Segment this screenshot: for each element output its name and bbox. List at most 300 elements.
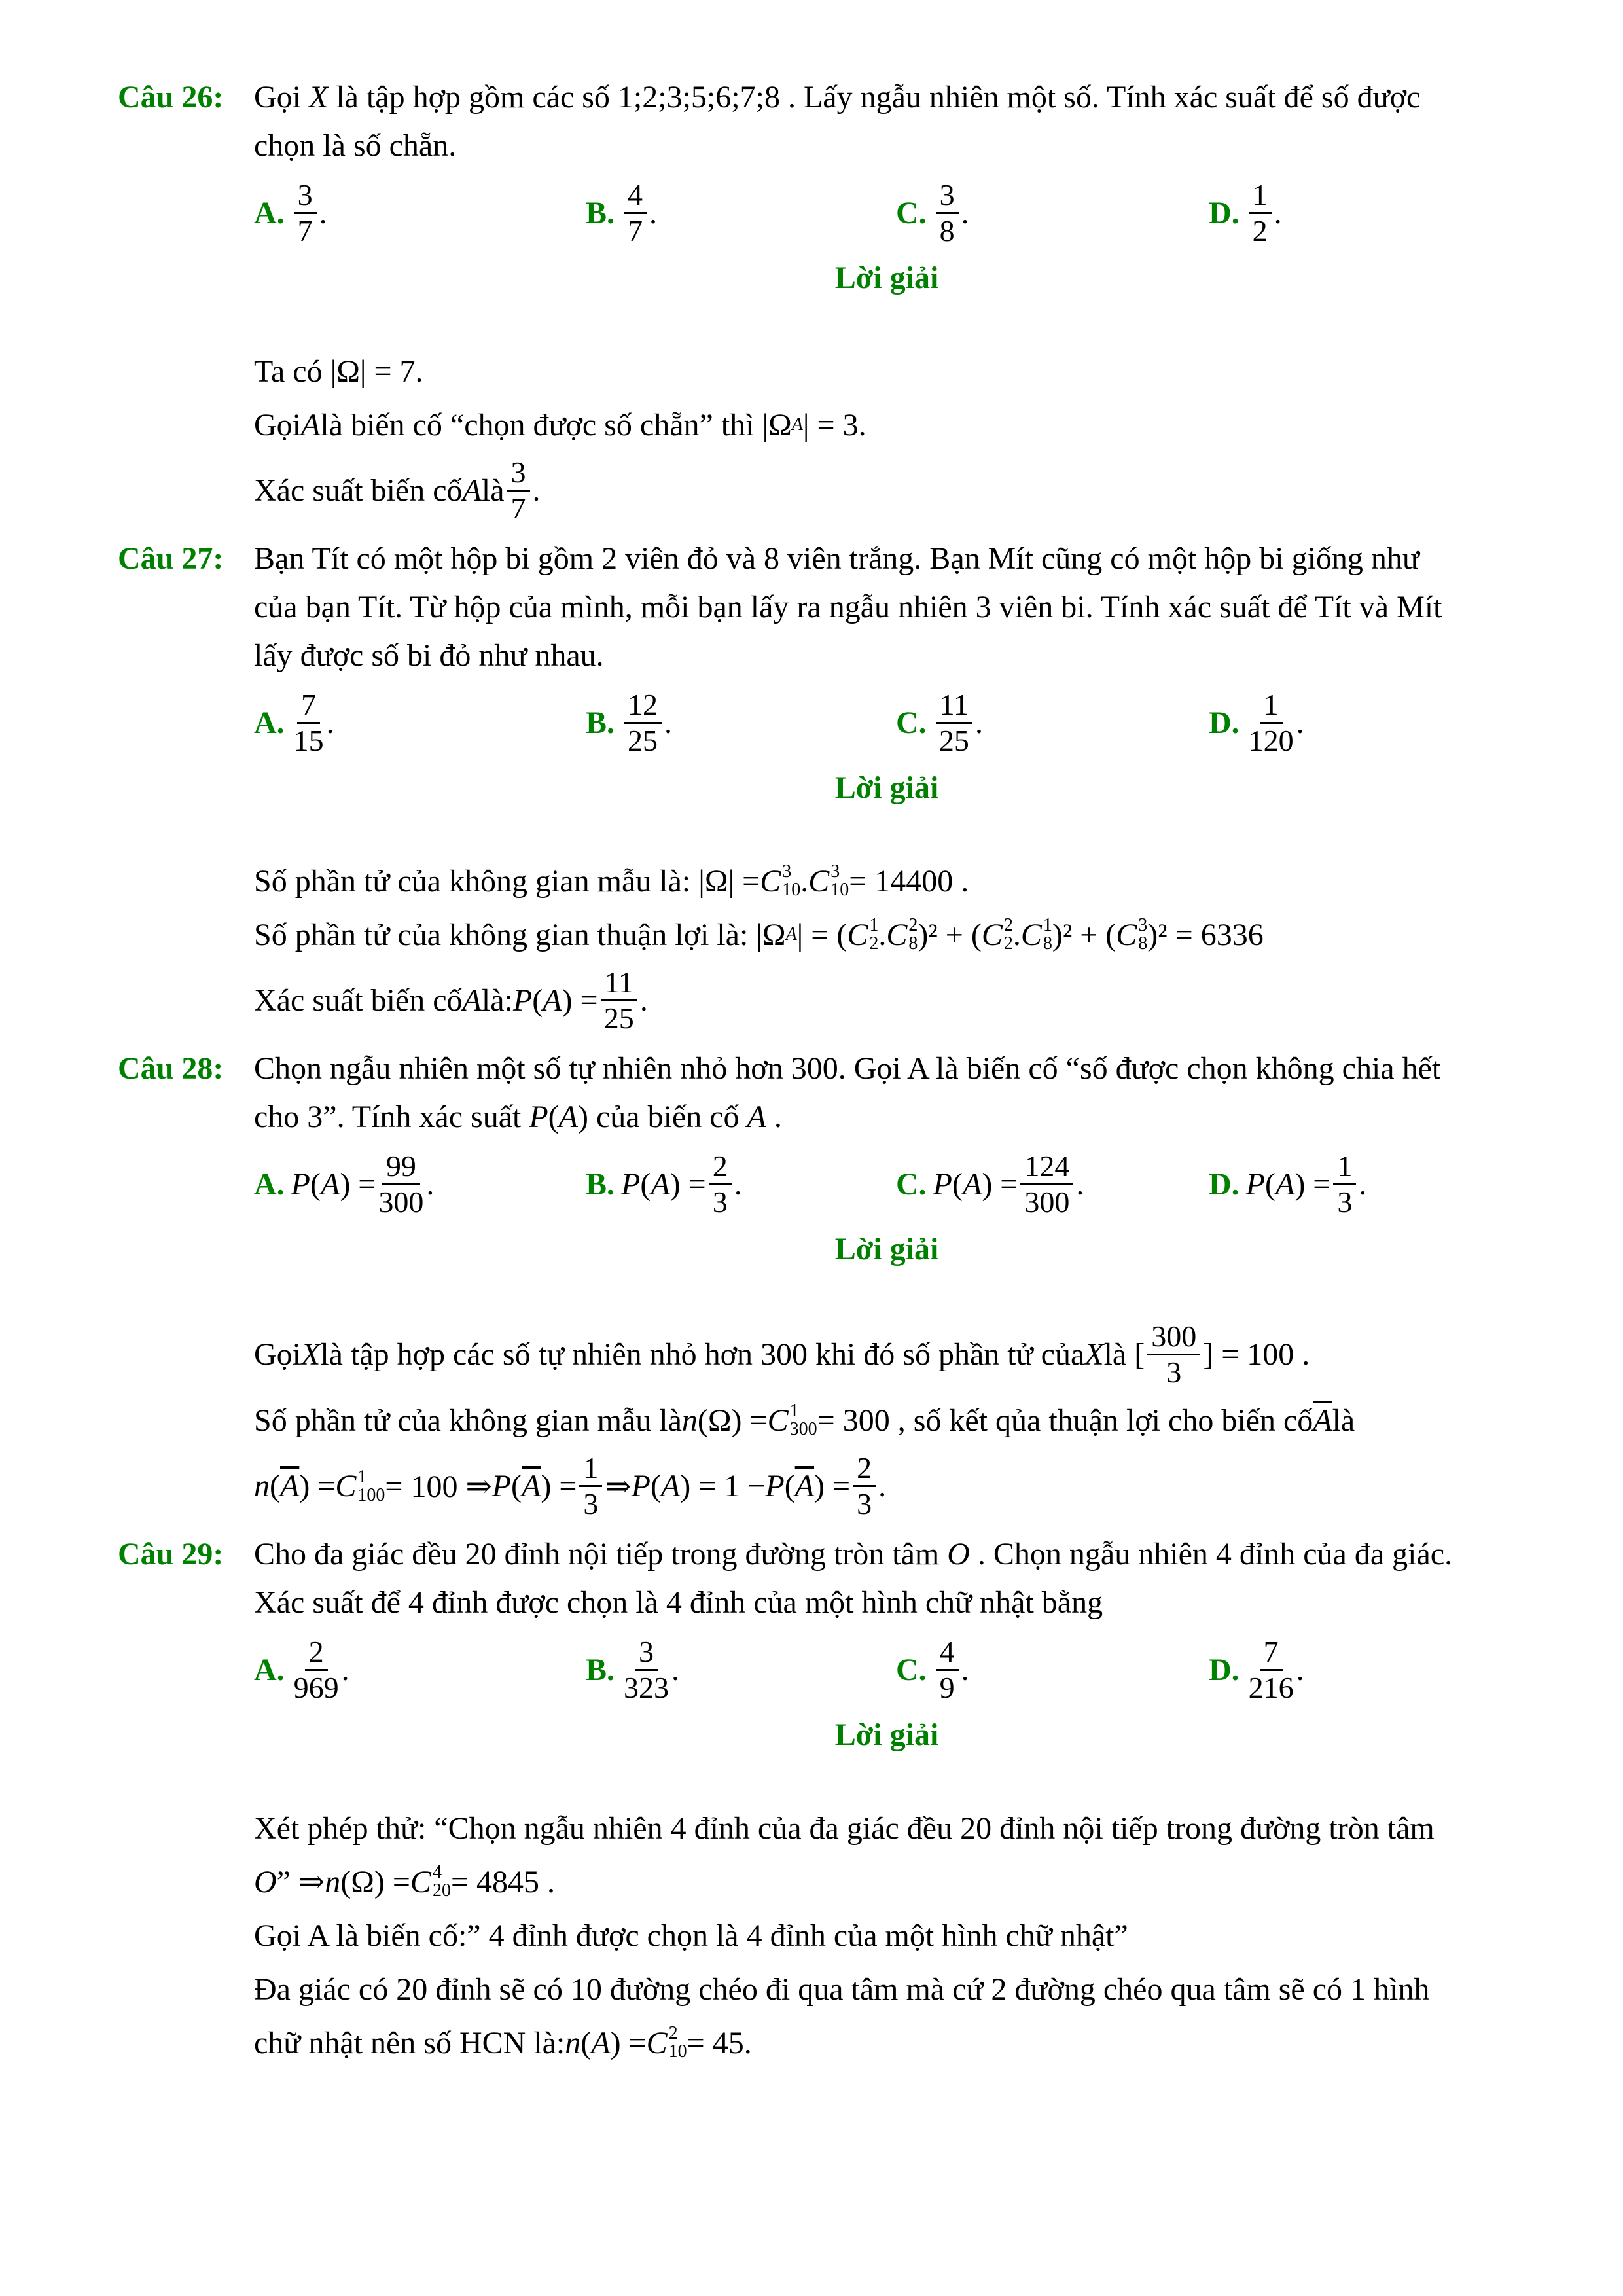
fraction-numerator: 7 <box>1260 1635 1283 1671</box>
answer-option[interactable] <box>254 688 334 758</box>
combination <box>760 863 800 899</box>
solution-line <box>254 1912 1518 1958</box>
math-complement: $\overline{A}$ <box>279 1469 300 1503</box>
combination-indices <box>790 1402 817 1439</box>
text-run: Xét phép thử: “Chọn ngẫu nhiên 4 đỉnh của đa giác đều 20 đỉnh nội tiếp trong đường tròn tâm <box>254 1810 1435 1846</box>
combination-indices <box>782 863 800 899</box>
option-expression <box>621 1149 742 1219</box>
option-letter: D. <box>1209 1652 1240 1687</box>
text-run: chọn là số chẵn. <box>254 128 457 163</box>
text-run: . <box>532 473 541 508</box>
option-letter: C. <box>896 1166 927 1202</box>
combination-indices <box>1138 916 1147 953</box>
combination-symbol: C <box>886 917 908 952</box>
question-text-line <box>254 632 1518 680</box>
math-variable: P <box>529 1100 548 1134</box>
fraction-numerator: 2 <box>709 1149 732 1185</box>
text-run: = 14400 . <box>849 863 969 899</box>
text-run: )² = 6336 <box>1147 917 1264 952</box>
solution-line <box>254 858 1518 904</box>
combination <box>1116 916 1147 953</box>
fraction <box>601 965 637 1035</box>
fraction <box>294 178 317 248</box>
option-expression <box>621 178 657 248</box>
combination-k: 2 <box>668 2023 678 2043</box>
text-run: = 45. <box>687 2025 752 2060</box>
text-run: . <box>319 195 327 230</box>
math-subscript: A <box>791 414 803 435</box>
combination-n: 8 <box>1043 933 1052 954</box>
text-run: ⇒ <box>605 1469 632 1504</box>
combination-n: 10 <box>830 880 849 900</box>
math-variable: P <box>491 1469 512 1503</box>
combination-indices <box>908 916 918 953</box>
math-variable: P <box>291 1166 310 1202</box>
math-complement: $\overline{A}$ <box>522 1469 541 1503</box>
fraction <box>378 1149 423 1219</box>
option-expression <box>621 1635 679 1705</box>
fraction <box>1020 1149 1073 1219</box>
fraction-denominator: 3 <box>1166 1355 1182 1389</box>
option-expression <box>621 688 672 758</box>
combination-n: 8 <box>908 933 918 954</box>
answer-option[interactable] <box>586 1149 742 1219</box>
combination-n: 2 <box>1003 933 1013 954</box>
fraction-numerator: 3 <box>936 178 959 214</box>
solution-heading: Lời giải <box>834 770 939 805</box>
text-run: ( <box>310 1166 321 1202</box>
fraction-denominator: 15 <box>293 723 324 757</box>
option-expression <box>1246 178 1282 248</box>
text-run: . <box>639 983 648 1018</box>
text-run: là <box>1332 1403 1355 1438</box>
combination-n: 20 <box>432 1880 451 1901</box>
combination <box>335 1468 385 1505</box>
question <box>0 73 1623 526</box>
combination-indices <box>869 916 878 953</box>
text-run: Xác suất biến cố <box>254 983 463 1018</box>
answer-option[interactable] <box>586 1635 679 1705</box>
answer-option[interactable] <box>254 178 327 248</box>
fraction-numerator: 4 <box>624 178 647 214</box>
text-run: là tập hợp các số tự nhiên nhỏ hơn 300 khi đó số phần tử của <box>320 1337 1085 1372</box>
solution-line <box>254 965 1518 1035</box>
option-letter: B. <box>586 1652 615 1687</box>
text-run: . <box>800 863 809 899</box>
text-run: Đa giác có 20 đỉnh sẽ có 10 đường chéo đi qua tâm mà cứ 2 đường chéo qua tâm sẽ có 1 hình <box>254 1971 1430 2007</box>
text-run: là [ <box>1103 1337 1145 1372</box>
text-run: ) = <box>669 1166 706 1202</box>
math-variable: P <box>512 983 533 1018</box>
fraction <box>507 456 530 526</box>
text-run: . <box>1359 1166 1367 1202</box>
combination-n: 10 <box>668 2041 687 2062</box>
fraction-denominator: 3 <box>857 1487 872 1520</box>
combination-symbol: C <box>410 1864 431 1899</box>
fraction <box>936 1635 959 1705</box>
fraction-denominator: 9 <box>939 1670 955 1704</box>
text-run: lấy được số bi đỏ như nhau. <box>254 638 604 673</box>
text-run: . <box>961 195 969 230</box>
text-run: ( <box>511 1469 522 1503</box>
answer-option[interactable] <box>896 1635 969 1705</box>
option-letter: D. <box>1209 195 1240 230</box>
math-variable: A <box>1275 1166 1295 1202</box>
solution-heading: Lời giải <box>834 1717 939 1752</box>
fraction-numerator: 12 <box>624 688 662 724</box>
combination-symbol: C <box>808 863 830 899</box>
answer-option[interactable] <box>1209 688 1304 758</box>
combination-symbol: C <box>981 917 1003 952</box>
text-run: . <box>878 917 887 952</box>
combination-k: 4 <box>432 1862 442 1882</box>
text-run: cho 3”. Tính xác suất <box>254 1100 529 1134</box>
math-variable: A <box>320 1166 340 1202</box>
fraction-denominator: 3 <box>1337 1185 1353 1219</box>
fraction <box>1249 178 1272 248</box>
text-run: . <box>1076 1166 1084 1202</box>
text-run: Chọn ngẫu nhiên một số tự nhiên nhỏ hơn 300. Gọi A là biến cố “số được chọn không chia hết <box>254 1051 1441 1086</box>
option-letter: C. <box>896 705 927 740</box>
fraction-denominator: 3 <box>712 1185 728 1219</box>
text-run: ) của biến cố <box>577 1100 747 1134</box>
fraction <box>1333 1149 1356 1219</box>
answer-option[interactable] <box>896 1149 1084 1219</box>
text-run: = 100 ⇒ <box>385 1469 492 1504</box>
question <box>0 535 1623 1035</box>
text-run: ( <box>1265 1166 1275 1202</box>
option-expression <box>933 1149 1084 1219</box>
text-run: ) = <box>299 1469 336 1503</box>
math-variable: P <box>1245 1166 1265 1202</box>
math-variable: X <box>301 1337 321 1372</box>
combination-k: 3 <box>782 861 792 882</box>
math-variable: A <box>962 1166 982 1202</box>
text-run: ) = <box>340 1166 376 1202</box>
math-variable: A <box>591 2025 611 2060</box>
math-variable: X <box>1084 1337 1104 1372</box>
answer-option[interactable] <box>1209 1635 1304 1705</box>
option-letter: A. <box>254 195 285 230</box>
option-letter: C. <box>896 1652 927 1687</box>
text-run: ] = 100 . <box>1203 1337 1310 1372</box>
spacer <box>254 817 1518 850</box>
math-variable: X <box>309 80 329 115</box>
combination <box>808 863 849 899</box>
option-letter: D. <box>1209 705 1240 740</box>
combination-indices <box>357 1468 385 1505</box>
text-run: | = 3. <box>802 407 866 442</box>
combination-symbol: C <box>767 1403 789 1438</box>
combination-k: 1 <box>357 1466 367 1487</box>
combination-k: 2 <box>908 915 918 935</box>
text-run: Xác suất biến cố <box>254 473 463 508</box>
fraction-denominator: 120 <box>1248 723 1294 757</box>
text-run: là: <box>481 983 513 1018</box>
option-letter: A. <box>254 1166 285 1202</box>
math-complement: $\overline{A}$ <box>1313 1403 1332 1438</box>
text-run: của bạn Tít. Từ hộp của mình, mỗi bạn lấy ra ngẫu nhiên 3 viên bi. Tính xác suất để Tít và Mít <box>254 590 1442 624</box>
text-run: ( <box>640 1166 651 1202</box>
option-expression <box>1246 1635 1304 1705</box>
solution-line <box>254 402 1518 448</box>
combination-symbol: C <box>760 863 781 899</box>
math-variable: n <box>681 1403 698 1438</box>
text-run: . <box>341 1652 349 1687</box>
text-run: | = ( <box>796 917 847 952</box>
answer-option[interactable] <box>586 178 657 248</box>
text-run: ( <box>650 1469 661 1503</box>
answer-option[interactable] <box>254 1635 349 1705</box>
text-run: ) = <box>1294 1166 1331 1202</box>
fraction-numerator: 1 <box>1333 1149 1356 1185</box>
option-expression <box>1246 688 1304 758</box>
combination-indices <box>433 1863 451 1900</box>
option-letter: B. <box>586 705 615 740</box>
fraction <box>1249 688 1294 758</box>
spacer <box>254 1765 1518 1797</box>
combination <box>768 1402 817 1439</box>
answer-options <box>254 687 1518 759</box>
text-run: . <box>671 1652 680 1687</box>
math-variable: A <box>462 473 482 508</box>
text-run: ) = <box>982 1166 1018 1202</box>
text-run: . <box>1274 195 1282 230</box>
answer-option[interactable] <box>1209 1149 1366 1219</box>
text-run: Gọi A là biến cố:” 4 đỉnh được chọn là 4 đỉnh của một hình chữ nhật” <box>254 1918 1128 1953</box>
fraction-denominator: 969 <box>293 1670 339 1704</box>
text-run: . <box>1296 1652 1304 1687</box>
fraction-denominator: 216 <box>1248 1670 1294 1704</box>
option-letter: D. <box>1209 1166 1240 1202</box>
fraction <box>1147 1319 1200 1390</box>
spacer <box>254 1279 1518 1312</box>
combination-indices <box>830 863 849 899</box>
combination <box>647 2024 687 2061</box>
text-run: Cho đa giác đều 20 đỉnh nội tiếp trong đường tròn tâm <box>254 1537 948 1571</box>
text-run: Số phần tử của không gian mẫu là <box>254 1403 682 1438</box>
text-run: . <box>426 1166 435 1202</box>
question <box>0 1530 1623 2066</box>
option-expression <box>291 178 327 248</box>
question-text-line <box>254 122 1518 170</box>
option-expression <box>933 1635 969 1705</box>
question-label: Câu 26: <box>118 80 224 115</box>
option-expression <box>291 1149 435 1219</box>
fraction-numerator: 1 <box>579 1451 602 1487</box>
text-run: Gọi <box>254 407 301 442</box>
math-subscript: A <box>785 924 797 944</box>
text-run: ( <box>580 2025 592 2060</box>
fraction-numerator: 3 <box>507 456 530 492</box>
text-run: = 4845 . <box>450 1864 556 1899</box>
combination-n: 8 <box>1138 933 1148 954</box>
text-run: ( <box>270 1469 280 1503</box>
option-expression <box>291 1635 349 1705</box>
question-text-line <box>254 1530 1518 1579</box>
math-variable: P <box>621 1166 641 1202</box>
combination-k: 3 <box>1138 915 1148 935</box>
combination <box>886 916 918 953</box>
question-text-line <box>254 583 1518 632</box>
spacer <box>254 308 1518 340</box>
answer-option[interactable] <box>586 688 672 758</box>
fraction-numerator: 3 <box>635 1635 658 1671</box>
math-variable: O <box>254 1864 277 1899</box>
math-variable: A <box>462 983 482 1018</box>
math-complement: $\overline{A}$ <box>794 1469 815 1503</box>
text-run: Ta có |Ω| = 7. <box>254 353 423 389</box>
combination-k: 1 <box>789 1401 799 1421</box>
math-variable: P <box>933 1166 952 1202</box>
fraction-denominator: 7 <box>628 213 643 247</box>
solution-line <box>254 912 1518 958</box>
text-run: Số phần tử của không gian thuận lợi là: |Ω <box>254 917 786 952</box>
answer-options <box>254 1634 1518 1706</box>
solution-line <box>254 1397 1518 1443</box>
combination-indices <box>1043 916 1052 953</box>
text-run: ) = <box>610 2025 647 2060</box>
fraction <box>294 688 324 758</box>
combination-n: 300 <box>789 1419 817 1439</box>
math-variable: A <box>558 1100 578 1134</box>
text-run: = 300 , số kết qủa thuận lợi cho biến cố <box>817 1403 1313 1438</box>
combination-k: 1 <box>869 915 879 935</box>
combination-symbol: C <box>1020 917 1042 952</box>
math-variable: P <box>765 1469 785 1503</box>
fraction-numerator: 11 <box>936 688 972 724</box>
fraction <box>709 1149 732 1219</box>
question-label: Câu 28: <box>118 1051 224 1086</box>
answer-option[interactable] <box>896 178 969 248</box>
combination-symbol: C <box>335 1469 357 1503</box>
combination <box>410 1863 451 1900</box>
fraction <box>936 688 972 758</box>
math-variable: n <box>254 1469 270 1503</box>
option-letter: C. <box>896 195 927 230</box>
question-text-line <box>254 535 1518 583</box>
text-run: là biến cố “chọn được số chẵn” thì |Ω <box>320 407 792 442</box>
solution-heading: Lời giải <box>834 260 939 295</box>
fraction-numerator: 11 <box>601 965 637 1001</box>
text-run: Bạn Tít có một hộp bi gồm 2 viên đỏ và 8 viên trắng. Bạn Mít cũng có một hộp bi giống như <box>254 541 1419 576</box>
math-variable: n <box>325 1864 341 1899</box>
solution-line <box>254 348 1518 394</box>
solution-line <box>254 1966 1518 2012</box>
math-variable: P <box>631 1469 651 1503</box>
math-variable: A <box>651 1166 670 1202</box>
combination-n: 2 <box>869 933 879 954</box>
answer-option[interactable] <box>254 1149 434 1219</box>
text-run: . <box>878 1469 887 1503</box>
fraction <box>624 688 662 758</box>
question-text-line <box>254 1579 1518 1627</box>
text-run: ” ⇒ <box>276 1865 325 1899</box>
fraction-numerator: 99 <box>382 1149 420 1185</box>
question <box>0 1045 1623 1521</box>
text-run: . <box>664 705 673 740</box>
fraction-denominator: 25 <box>938 723 969 757</box>
question-label: Câu 27: <box>118 541 224 576</box>
combination-symbol: C <box>847 917 868 952</box>
text-run: ( <box>532 983 543 1018</box>
fraction-numerator: 1 <box>1249 178 1272 214</box>
text-run: . <box>961 1652 969 1687</box>
answer-options <box>254 1148 1518 1220</box>
solution-heading: Lời giải <box>834 1232 939 1266</box>
fraction-numerator: 124 <box>1020 1149 1073 1185</box>
text-run: . <box>1296 705 1304 740</box>
option-expression <box>933 178 969 248</box>
text-run: Số phần tử của không gian mẫu là: |Ω| = <box>254 863 760 899</box>
math-variable: n <box>565 2025 581 2060</box>
fraction <box>624 1635 669 1705</box>
option-letter: A. <box>254 1652 285 1687</box>
math-variable: A <box>543 983 562 1018</box>
fraction-numerator: 7 <box>297 688 320 724</box>
question-label: Câu 29: <box>118 1537 224 1571</box>
fraction-numerator: 3 <box>294 178 317 214</box>
text-run: . <box>766 1100 782 1134</box>
math-variable: O <box>947 1537 970 1571</box>
solution-line <box>254 2020 1518 2066</box>
answer-options <box>254 177 1518 249</box>
question-text-line <box>254 1045 1518 1093</box>
fraction-numerator: 300 <box>1147 1319 1200 1355</box>
fraction-denominator: 300 <box>378 1185 424 1219</box>
text-run: là tập hợp gồm các số 1;2;3;5;6;7;8 . Lấy ngẫu nhiên một số. Tính xác suất để số được <box>328 80 1421 115</box>
combination-indices <box>1004 916 1013 953</box>
text-run: . <box>1012 917 1021 952</box>
combination-n: 100 <box>357 1484 385 1505</box>
text-run: . <box>649 195 658 230</box>
fraction-denominator: 323 <box>624 1670 669 1704</box>
text-run: (Ω) = <box>697 1403 768 1438</box>
option-expression <box>1246 1149 1367 1219</box>
text-run: Gọi <box>254 1337 301 1372</box>
fraction-numerator: 4 <box>936 1635 959 1671</box>
combination-indices <box>669 2024 687 2061</box>
math-variable: A <box>660 1469 681 1503</box>
fraction <box>1249 1635 1294 1705</box>
fraction <box>579 1451 602 1521</box>
text-run: . <box>326 705 334 740</box>
fraction-denominator: 25 <box>603 1001 634 1035</box>
solution-line <box>254 1859 1518 1905</box>
solution-line <box>254 456 1518 526</box>
text-run: ) = <box>814 1469 851 1503</box>
fraction-denominator: 7 <box>297 213 313 247</box>
text-run: . Chọn ngẫu nhiên 4 đỉnh của đa giác. <box>969 1537 1453 1571</box>
combination <box>982 916 1013 953</box>
combination-n: 10 <box>782 880 801 900</box>
option-expression <box>291 688 334 758</box>
solution-line <box>254 1319 1518 1390</box>
fraction-denominator: 8 <box>939 213 955 247</box>
fraction <box>294 1635 339 1705</box>
combination-k: 3 <box>830 861 840 882</box>
solution-line <box>254 1805 1518 1851</box>
answer-option[interactable] <box>896 688 983 758</box>
text-run: )² + ( <box>1052 917 1116 952</box>
combination-k: 1 <box>1043 915 1052 935</box>
text-run: . <box>974 705 983 740</box>
answer-option[interactable] <box>1209 178 1282 248</box>
text-run: . <box>734 1166 742 1202</box>
option-letter: A. <box>254 705 285 740</box>
text-run: )² + ( <box>918 917 982 952</box>
math-variable: A <box>301 407 321 442</box>
